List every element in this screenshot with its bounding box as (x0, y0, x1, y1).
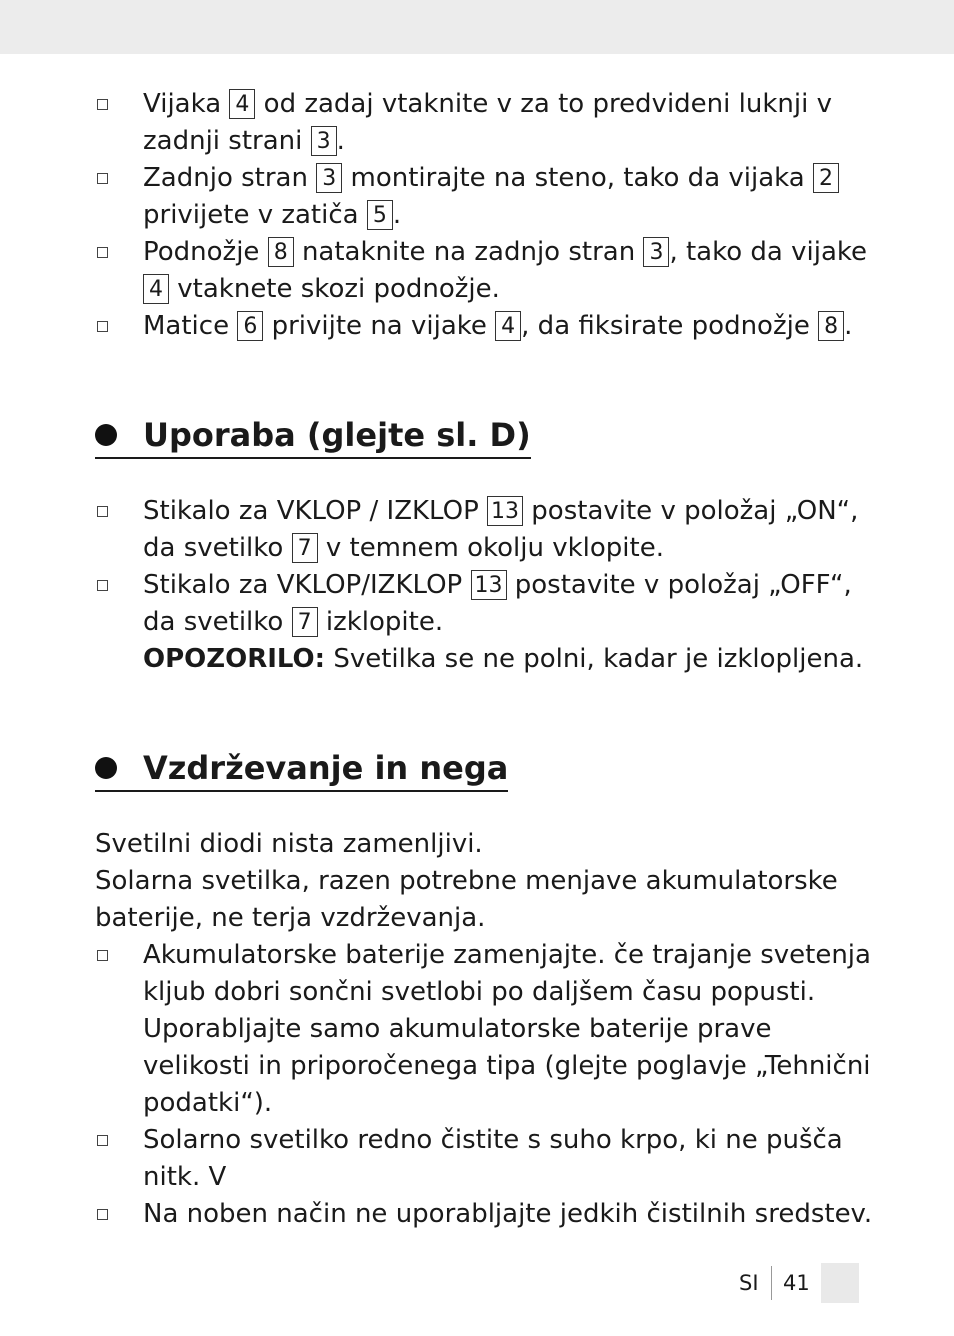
part-number-badge: 5 (367, 200, 393, 230)
step-text: . (336, 126, 345, 156)
step-text: . (844, 311, 853, 341)
checkbox-bullet-icon (97, 580, 108, 591)
checkbox-bullet-icon (97, 321, 108, 332)
part-number-badge: 3 (643, 237, 669, 267)
step-text: montirajte na steno, tako da vijaka (342, 163, 813, 193)
step-text: nataknite na zadnjo stran (293, 237, 644, 267)
list-item-text: Solarno svetilko redno čistite s suho krpo, ki ne pušča nitk. V (143, 1125, 843, 1192)
paragraph: Svetilni diodi nista zamenljivi. (95, 829, 483, 859)
list-item (95, 86, 875, 160)
part-number-badge: 6 (237, 311, 263, 341)
list-item (95, 1196, 875, 1233)
list-item (95, 308, 875, 345)
step-text: izklopite. (317, 607, 444, 637)
list-item (95, 1122, 875, 1196)
step-text: privijete v zatiča (143, 200, 367, 230)
list-item-text: Na noben način ne uporabljajte jedkih čistilnih sredstev. (143, 1199, 873, 1229)
paragraph: Solarna svetilka, razen potrebne menjave akumulatorske baterije, ne terja vzdrževanja. (95, 866, 838, 933)
usage-steps (95, 493, 875, 678)
warning-text: Svetilka se ne polni, kadar je izklopljena. (325, 644, 864, 674)
step-text: od zadaj vtaknite v za to predvideni luknji v zadnji strani (143, 89, 832, 156)
checkbox-bullet-icon (97, 1135, 108, 1146)
list-item (95, 567, 875, 641)
heading-bullet-icon (95, 424, 117, 446)
step-text: vtaknete skozi podnožje. (169, 274, 500, 304)
part-number-badge: 4 (143, 274, 169, 304)
checkbox-bullet-icon (97, 173, 108, 184)
part-number-badge: 3 (311, 126, 337, 156)
step-text: Vijaka (143, 89, 230, 119)
part-number-badge: 4 (229, 89, 255, 119)
part-number-badge: 7 (292, 607, 318, 637)
warning-note (95, 641, 875, 678)
maintenance-body (95, 826, 875, 1233)
step-text: postavite v položaj „OFF“, da svetilko (143, 570, 852, 637)
page-number: 41 (783, 1271, 810, 1295)
step-text: Podnožje (143, 237, 268, 267)
step-text: v temnem okolju vklopite. (317, 533, 664, 563)
assembly-steps (95, 86, 875, 345)
checkbox-bullet-icon (97, 247, 108, 258)
step-text: privijte na vijake (263, 311, 496, 341)
section-heading-maintenance (95, 746, 508, 792)
part-number-badge: 13 (471, 570, 507, 600)
list-item (95, 493, 875, 567)
heading-text: Uporaba (glejte sl. D) (143, 416, 531, 454)
part-number-badge: 8 (818, 311, 844, 341)
step-text: Matice (143, 311, 238, 341)
part-number-badge: 7 (292, 533, 318, 563)
part-number-badge: 2 (813, 163, 839, 193)
checkbox-bullet-icon (97, 506, 108, 517)
part-number-badge: 8 (268, 237, 294, 267)
list-item (95, 160, 875, 234)
step-text: postavite v položaj „ON“, da svetilko (143, 496, 859, 563)
step-text: Zadnjo stran (143, 163, 317, 193)
page-tab-marker (821, 1263, 859, 1303)
footer-divider (771, 1266, 772, 1300)
checkbox-bullet-icon (97, 950, 108, 961)
checkbox-bullet-icon (97, 1209, 108, 1220)
step-text: Stikalo za VKLOP / IZKLOP (143, 496, 488, 526)
step-text: Stikalo za VKLOP/IZKLOP (143, 570, 471, 600)
part-number-badge: 13 (487, 496, 523, 526)
list-item (95, 937, 875, 1122)
part-number-badge: 3 (316, 163, 342, 193)
heading-text: Vzdrževanje in nega (143, 749, 509, 787)
step-text: . (392, 200, 402, 230)
step-text: , da fiksirate podnožje (521, 311, 819, 341)
footer-language: SI (739, 1271, 759, 1295)
step-text: , tako da vijake (669, 237, 868, 267)
checkbox-bullet-icon (97, 99, 108, 110)
warning-label: OPOZORILO: (143, 644, 326, 674)
heading-bullet-icon (95, 757, 117, 779)
list-item (95, 234, 875, 308)
list-item-text: Akumulatorske baterije zamenjajte. če trajanje svetenja kljub dobri sončni svetlobi po daljšem času popusti. Uporabljajte samo akumulatorske baterije prave velikosti in priporočenega tipa (glejte poglavje „Tehnični podatki“). (143, 940, 871, 1118)
section-heading-usage (95, 413, 531, 459)
header-bar (0, 0, 954, 54)
part-number-badge: 4 (495, 311, 521, 341)
